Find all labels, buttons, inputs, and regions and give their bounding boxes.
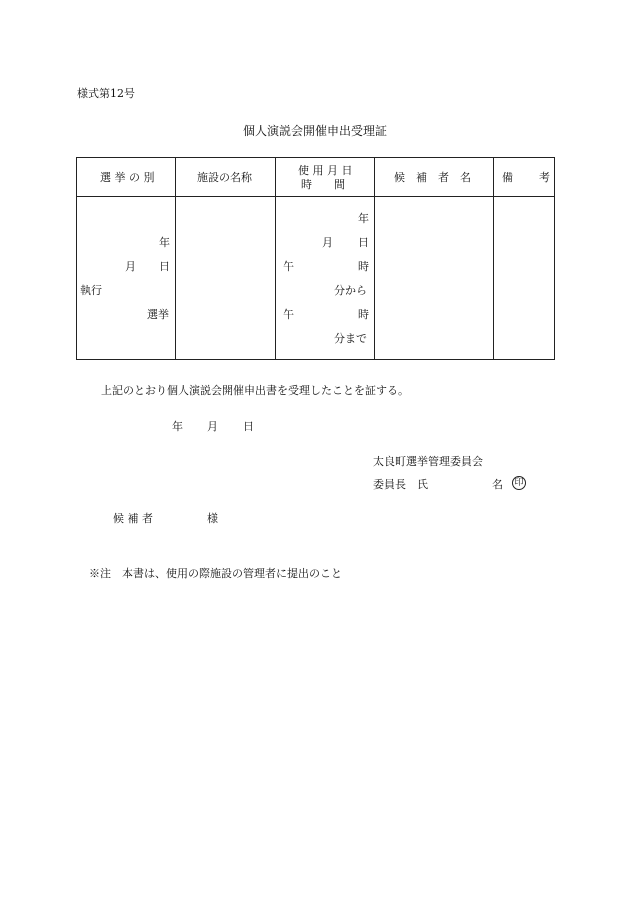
header-candidate-name: 候 補 者 名: [394, 171, 471, 184]
usage-day: 日: [358, 236, 369, 249]
date-day: 日: [243, 420, 254, 433]
column-divider: [275, 158, 276, 359]
issuer-committee: 太良町選挙管理委員会: [373, 455, 483, 468]
seal-mark: 印: [512, 476, 526, 490]
column-divider: [374, 158, 375, 359]
election-year: 年: [159, 236, 170, 249]
usage-hour-2: 時: [358, 308, 369, 321]
header-remarks-1: 備: [502, 171, 513, 184]
election-day: 日: [159, 260, 170, 273]
header-election-type: 選 挙 の 別: [100, 171, 155, 184]
column-divider: [175, 158, 176, 359]
recipient-honorific: 様: [207, 512, 218, 525]
usage-from: 分から: [334, 284, 367, 297]
election-month: 月: [125, 260, 136, 273]
footnote: ※注 本書は、使用の際施設の管理者に提出のこと: [89, 567, 342, 580]
header-divider: [77, 196, 554, 197]
recipient-label: 候 補 者: [113, 512, 153, 525]
document-title: 個人演説会開催申出受理証: [242, 124, 387, 138]
election-held: 執行: [80, 284, 102, 297]
election-label: 選挙: [147, 308, 169, 321]
usage-noon-2: 午: [283, 308, 294, 321]
date-year: 年: [172, 420, 183, 433]
form-number: 様式第12号: [77, 87, 135, 100]
header-remarks-2: 考: [539, 171, 550, 184]
issuer-chairman-label: 委員長 氏: [373, 478, 428, 491]
usage-until: 分まで: [334, 332, 367, 345]
header-usage-time: 時 間: [301, 178, 345, 191]
usage-noon-1: 午: [283, 260, 294, 273]
header-usage-date: 使 用 月 日: [298, 164, 353, 177]
application-table: [76, 157, 555, 360]
issuer-name-label: 名: [492, 478, 503, 491]
date-month: 月: [207, 420, 218, 433]
header-facility-name: 施設の名称: [197, 171, 252, 184]
usage-hour-1: 時: [358, 260, 369, 273]
certification-text: 上記のとおり個人演説会開催申出書を受理したことを証する。: [101, 384, 409, 397]
usage-month: 月: [322, 236, 333, 249]
usage-year: 年: [358, 212, 369, 225]
column-divider: [493, 158, 494, 359]
